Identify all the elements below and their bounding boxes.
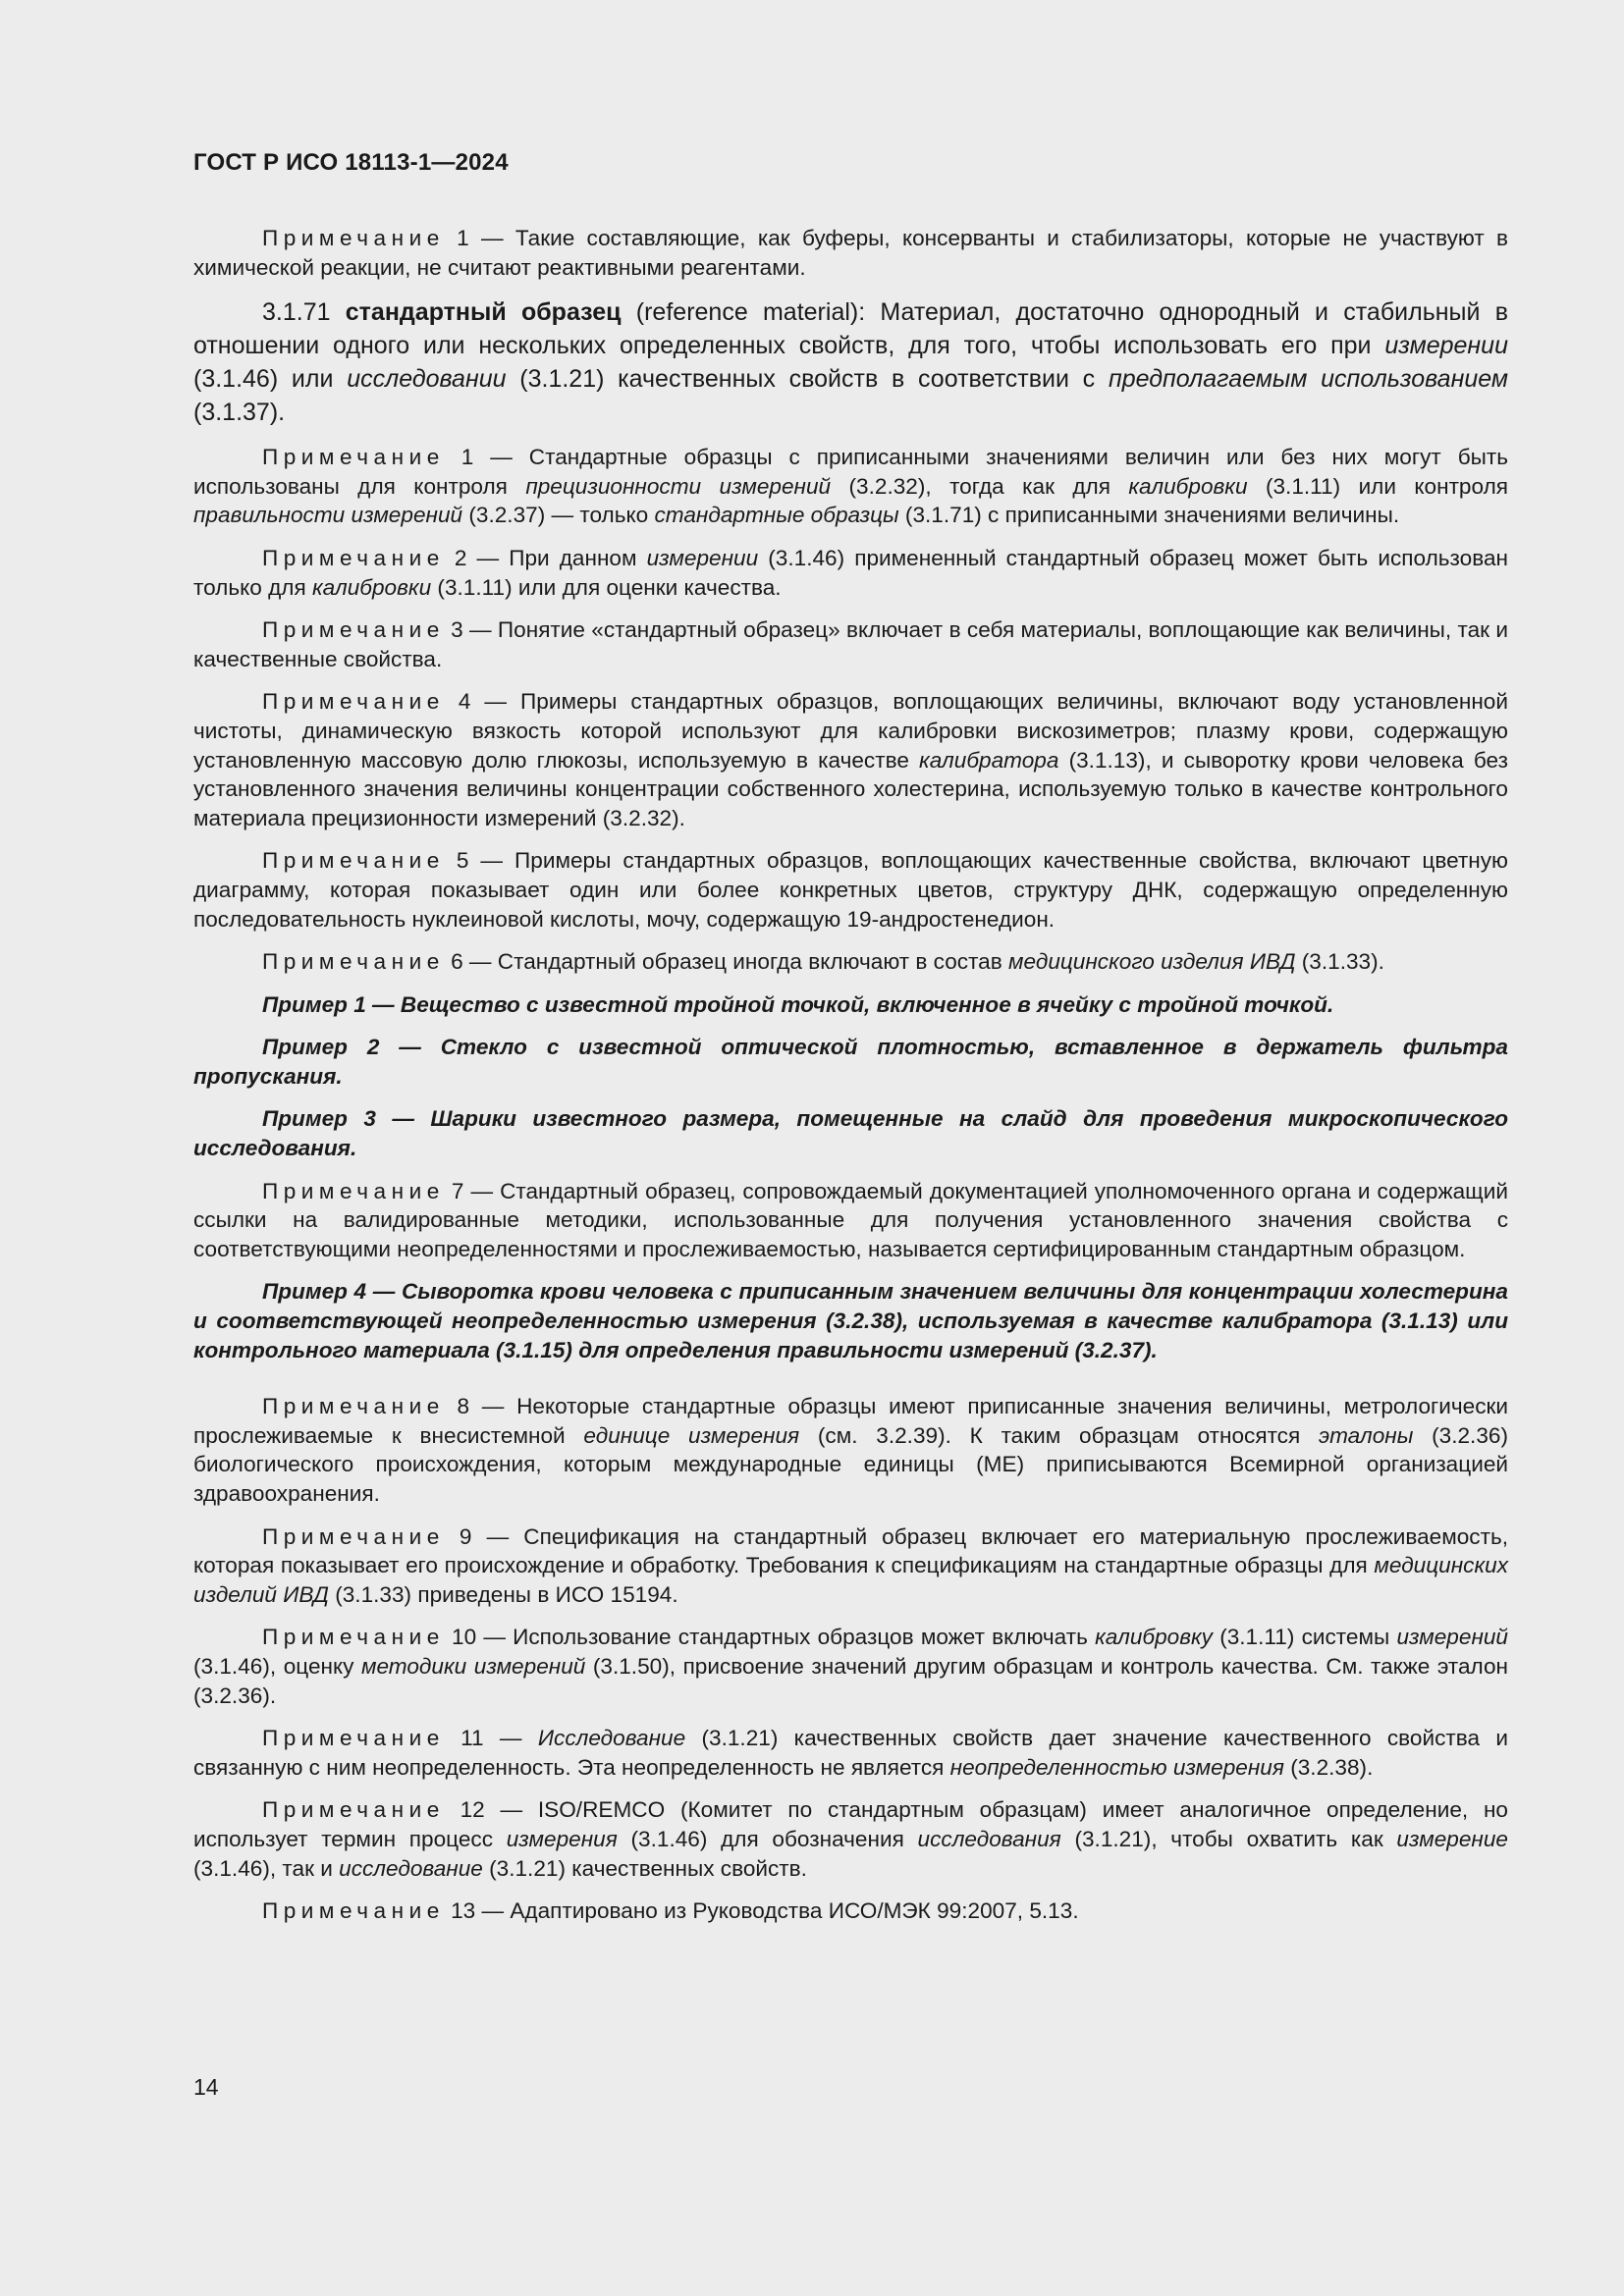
term-name: стандартный образец: [345, 298, 622, 327]
note-10: Примечание 10 — Использование стандартных образцов может включать калибровку (3.1.11) системы измерений (3.1.46), оценку методики измерений (3.1.50), присвоение значений другим образцам и контроль качества. См. также эталон (3.2.36).: [193, 1625, 1509, 1708]
note-label: Примечание: [262, 1726, 445, 1751]
note-label: Примечание: [262, 848, 445, 874]
example-2: Пример 2 — Стекло с известной оптической плотностью, вставленное в держатель фильтра пропускания.: [193, 1035, 1508, 1089]
note-label: Примечание: [262, 1178, 445, 1203]
note-13: Примечание 13 — Адаптировано из Руководства ИСО/МЭК 99:2007, 5.13.: [262, 1898, 1079, 1924]
note-label: Примечание: [262, 1898, 445, 1924]
note-label: Примечание: [262, 226, 445, 250]
note-11: Примечание 11 — Исследование (3.1.21) качественных свойств дает значение качественного свойства и связанную с ним неопределенность. Эта неопределенность не является неопределенностью измерения (3.2.38).: [193, 1726, 1508, 1780]
example-3: Пример 3 — Шарики известного размера, помещенные на слайд для проведения микроскопического исследования.: [193, 1106, 1508, 1161]
note-6: Примечание 6 — Стандартный образец иногда включают в состав медицинского изделия ИВД (3.1.33).: [262, 949, 1384, 975]
note-label: Примечание: [262, 617, 445, 643]
note-8: Примечание 8 — Некоторые стандартные образцы имеют приписанные значения величины, метрологически прослеживаемые к внесистемной единице измерения (см. 3.2.39). К таким образцам относятся эталоны (3.2.36) биологического происхождения, которым международные единицы (МЕ) приписываются Всемирной организацией здравоохранения.: [193, 1394, 1509, 1506]
document-header: ГОСТ Р ИСО 18113-1—2024: [193, 149, 509, 176]
example-4: Пример 4 — Сыворотка крови человека с приписанным значением величины для концентрации холестерина и соответствующей неопределенностью измерения (3.2.38), используемая в качестве калибратора (3.1.13) или контрольного материала (3.1.15) для определения правильности измерений (3.2.37).: [193, 1279, 1508, 1362]
note-1: Примечание 1 — Стандартные образцы с приписанными значениями величин или без них могут быть использованы для контроля прецизионности измерений (3.2.32), тогда как для калибровки (3.1.11) или контроля правильности измерений (3.2.37) — только стандартные образцы (3.1.71) с приписанными значениями величины.: [193, 445, 1509, 528]
note-label: Примечание: [262, 545, 445, 570]
note-5: Примечание 5 — Примеры стандартных образцов, воплощающих качественные свойства, включают цветную диаграмму, которая показывает один или более конкретных цветов, структуру ДНК, содержащую определенную последовательность нуклеиновой кислоты, мочу, содержащую 19-андростенедион.: [193, 848, 1509, 932]
note-4: Примечание 4 — Примеры стандартных образцов, воплощающих величины, включают воду установленной чистоты, динамическую вязкость которой используют для калибровки вискозиметров; плазму крови, содержащую установленную массовую долю глюкозы, используемую в качестве калибратора (3.1.13), и сыворотку крови человека без установленного значения величины концентрации собственного холестерина, используемую только в качестве контрольного материала прецизионности измерений (3.2.32).: [193, 689, 1508, 830]
document-body: [193, 224, 1508, 1940]
note-1-prev: Примечание 1 — Такие составляющие, как буферы, консерванты и стабилизаторы, которые не участвуют в химической реакции, не считают реактивными реагентами.: [193, 226, 1508, 280]
note-label: Примечание: [262, 1625, 445, 1650]
note-7: Примечание 7 — Стандартный образец, сопровождаемый документацией уполномоченного органа и содержащий ссылки на валидированные методики, использованные для получения установленного значения свойства с соответствующими неопределенностями и прослеживаемостью, называется сертифицированным стандартным образцом.: [193, 1178, 1508, 1261]
note-2: Примечание 2 — При данном измерении (3.1.46) примененный стандартный образец может быть использован только для калибровки (3.1.11) или для оценки качества.: [193, 545, 1508, 600]
example-1: Пример 1 — Вещество с известной тройной точкой, включенное в ячейку с тройной точкой.: [262, 991, 1334, 1017]
note-label: Примечание: [262, 949, 445, 975]
note-12: Примечание 12 — ISO/REMCO (Комитет по стандартным образцам) имеет аналогичное определение, но использует термин процесс измерения (3.1.46) для обозначения исследования (3.1.21), чтобы охватить как измерение (3.1.46), так и исследование (3.1.21) качественных свойств.: [193, 1797, 1509, 1881]
note-label: Примечание: [262, 689, 445, 715]
note-3: Примечание 3 — Понятие «стандартный образец» включает в себя материалы, воплощающие как величины, так и качественные свойства.: [193, 617, 1508, 671]
note-label: Примечание: [262, 445, 445, 470]
term-definition: 3.1.71 стандартный образец (reference material): Материал, достаточно однородный и стабильный в отношении одного или нескольких определенных свойств, для того, чтобы использовать его при измерении (3.1.46) или исследовании (3.1.21) качественных свойств в соответствии с предполагаемым использованием (3.1.37).: [193, 298, 1509, 427]
note-label: Примечание: [262, 1394, 445, 1419]
note-label: Примечание: [262, 1797, 445, 1823]
page-number: 14: [193, 2074, 219, 2100]
note-label: Примечание: [262, 1523, 445, 1549]
note-9: Примечание 9 — Спецификация на стандартный образец включает его материальную прослеживаемость, которая показывает его происхождение и обработку. Требования к спецификациям на стандартные образцы для медицинских изделий ИВД (3.1.33) приведены в ИСО 15194.: [193, 1523, 1508, 1607]
